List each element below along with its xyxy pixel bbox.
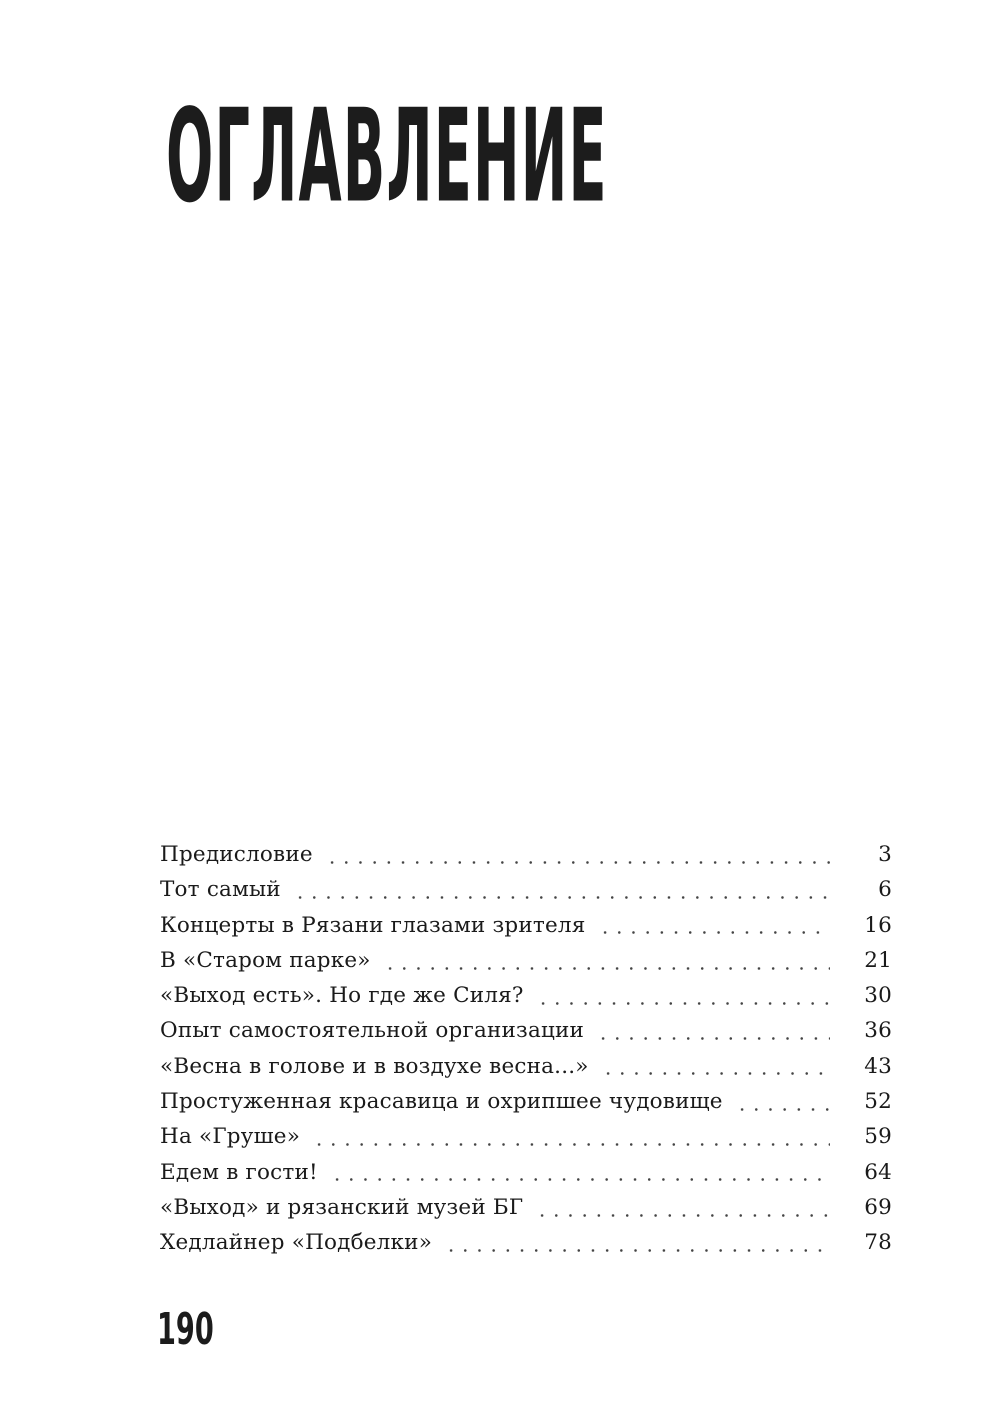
toc-entry[interactable] xyxy=(160,948,892,983)
toc-entry-page: 36 xyxy=(864,1018,892,1044)
toc-entry-title: Опыт самостоятельной организации xyxy=(160,1018,585,1044)
dot-leader xyxy=(293,896,830,899)
toc-entry-page: 43 xyxy=(864,1053,892,1079)
toc-entry[interactable] xyxy=(160,983,892,1018)
toc-entry[interactable] xyxy=(160,1018,892,1053)
toc-entry-title: На «Груше» xyxy=(160,1124,301,1150)
dot-leader xyxy=(330,1178,830,1181)
toc-entry[interactable] xyxy=(160,1124,892,1159)
dot-leader xyxy=(735,1108,830,1111)
toc-entry-title: В «Старом парке» xyxy=(160,947,371,973)
toc-entry-page: 69 xyxy=(864,1194,892,1220)
toc-entry-page: 59 xyxy=(864,1124,892,1150)
toc-entry[interactable] xyxy=(160,842,892,877)
toc-entry[interactable] xyxy=(160,1054,892,1089)
dot-leader xyxy=(383,967,830,970)
page-number: 190 xyxy=(157,1304,214,1356)
dot-leader xyxy=(535,1214,830,1217)
page-title: ОГЛАВЛЕНИЕ xyxy=(166,81,608,232)
toc-entry[interactable] xyxy=(160,1089,892,1124)
toc-entry-page: 6 xyxy=(878,877,892,903)
toc-entry-page: 3 xyxy=(878,842,892,867)
toc-entry-title: Концерты в Рязани глазами зрителя xyxy=(160,912,586,938)
toc-entry-page: 52 xyxy=(864,1089,892,1115)
toc-entry-page: 16 xyxy=(864,912,892,938)
toc-entry[interactable] xyxy=(160,913,892,948)
dot-leader xyxy=(601,1072,830,1075)
dot-leader xyxy=(536,1002,830,1005)
toc-entry-title: «Выход» и рязанский музей БГ xyxy=(160,1194,524,1220)
toc-entry-title: Едем в гости! xyxy=(160,1159,318,1185)
toc-entry[interactable] xyxy=(160,1160,892,1195)
toc-entry-page: 78 xyxy=(864,1230,892,1256)
dot-leader xyxy=(598,931,830,934)
toc-entry-page: 21 xyxy=(864,947,892,973)
toc-entry-title: Хедлайнер «Подбелки» xyxy=(160,1230,433,1256)
toc-entry-title: «Выход есть». Но где же Силя? xyxy=(160,983,524,1009)
dot-leader xyxy=(312,1143,830,1146)
toc-entry-title: Предисловие xyxy=(160,842,313,867)
dot-leader xyxy=(444,1249,830,1252)
dot-leader xyxy=(325,861,830,864)
toc-entry-title: Простуженная красавица и охрипшее чудовище xyxy=(160,1089,723,1115)
dot-leader xyxy=(596,1037,830,1040)
toc-entry-page: 64 xyxy=(864,1159,892,1185)
table-of-contents xyxy=(160,842,892,1266)
toc-entry[interactable] xyxy=(160,1195,892,1230)
toc-entry-page: 30 xyxy=(864,983,892,1009)
toc-entry[interactable] xyxy=(160,1230,892,1265)
toc-entry[interactable] xyxy=(160,877,892,912)
toc-entry-title: «Весна в голове и в воздухе весна...» xyxy=(160,1053,589,1079)
toc-entry-title: Тот самый xyxy=(160,877,281,903)
